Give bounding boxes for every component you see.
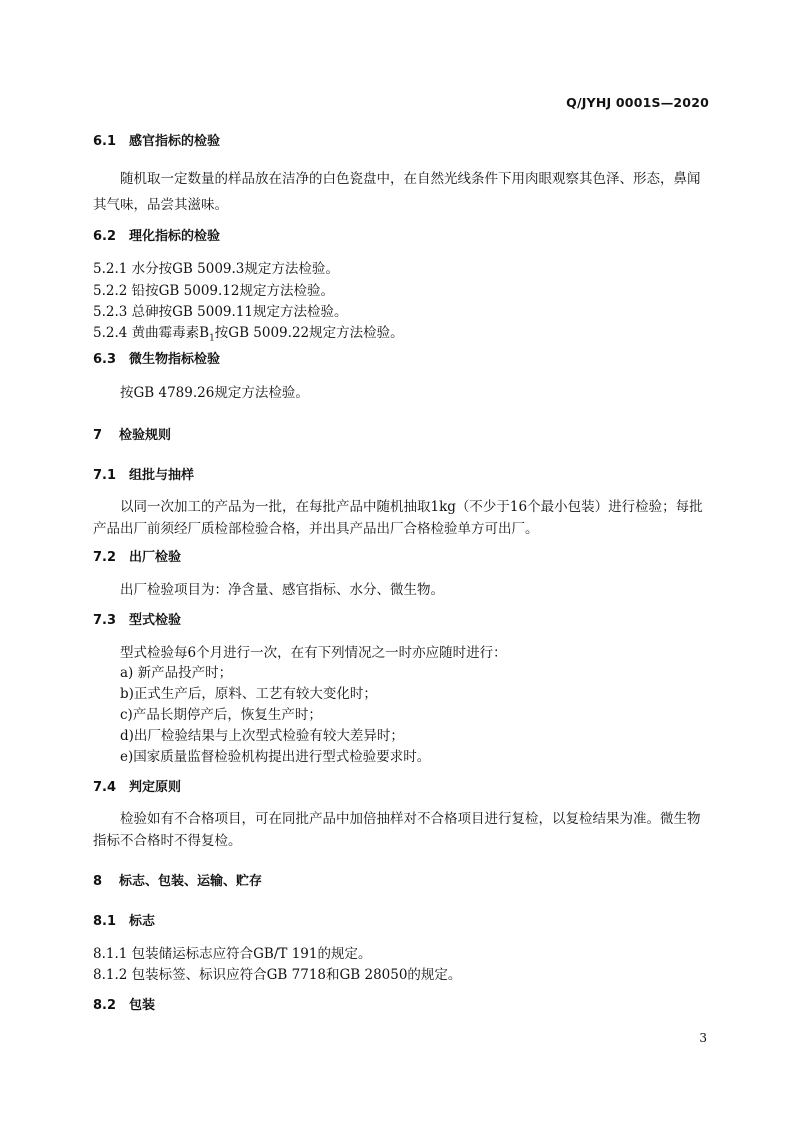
section-title: 判定原则	[129, 780, 182, 795]
paragraph-line: 随机取一定数量的样品放在洁净的白色瓷盘中，在自然光线条件下用肉眼观察其色泽、形态，鼻闻	[120, 171, 701, 187]
section-title: 标志	[129, 914, 156, 929]
list-item: c)产品长期停产后，恢复生产时；	[120, 707, 322, 723]
paragraph-line: 指标不合格时不得复检。	[93, 833, 242, 849]
section-number: 8.2	[93, 998, 117, 1013]
section-heading-7-4	[93, 776, 181, 795]
section-number: 7.3	[93, 613, 117, 628]
chapter-title: 标志、包装、运输、贮存	[119, 874, 263, 889]
list-item: b)正式生产后，原料、工艺有较大变化时；	[120, 686, 377, 702]
section-title: 组批与抽样	[129, 468, 195, 483]
list-item-text: 5.2.4 黄曲霉毒素B	[93, 325, 210, 341]
section-heading-7-2	[93, 546, 181, 565]
list-item: 5.2.2 铅按GB 5009.12规定方法检验。	[93, 283, 334, 299]
section-number: 7.2	[93, 550, 117, 565]
page-number: 3	[699, 1031, 707, 1045]
section-heading-8-1	[93, 910, 155, 929]
section-heading-7-1	[93, 464, 194, 483]
paragraph-line: 其气味，品尝其滋味。	[93, 197, 228, 213]
section-number: 7.4	[93, 780, 117, 795]
section-number: 6.3	[93, 352, 117, 367]
paragraph-line: 产品出厂前须经厂质检部检验合格，并出具产品出厂合格检验单方可出厂。	[93, 521, 539, 537]
standard-code-header: Q/JYHJ 0001S—2020	[566, 95, 709, 110]
paragraph-line: 检验如有不合格项目，可在同批产品中加倍抽样对不合格项目进行复检，以复检结果为准。微生物	[120, 811, 701, 827]
list-item-text: 按GB 5009.22规定方法检验。	[214, 325, 404, 341]
paragraph-line: 出厂检验项目为：净含量、感官指标、水分、微生物。	[120, 582, 444, 598]
section-title: 出厂检验	[129, 550, 182, 565]
list-item: 8.1.2 包装标签、标识应符合GB 7718和GB 28050的规定。	[93, 967, 462, 983]
chapter-title: 检验规则	[119, 428, 172, 443]
section-number: 6.1	[93, 134, 117, 149]
section-title: 型式检验	[129, 613, 182, 628]
section-title: 感官指标的检验	[129, 134, 221, 149]
section-number: 6.2	[93, 229, 117, 244]
chapter-heading-7	[93, 424, 171, 443]
section-number: 7.1	[93, 468, 117, 483]
paragraph-line: 按GB 4789.26规定方法检验。	[120, 385, 309, 401]
paragraph-line: 型式检验每6个月进行一次，在有下列情况之一时亦应随时进行：	[120, 645, 507, 661]
section-heading-6-1	[93, 130, 220, 149]
subscript: 1	[209, 333, 215, 344]
section-heading-7-3	[93, 609, 181, 628]
section-number: 8.1	[93, 914, 117, 929]
section-heading-6-3	[93, 348, 220, 367]
list-item	[93, 321, 404, 344]
list-item: 5.2.3 总砷按GB 5009.11规定方法检验。	[93, 304, 348, 320]
section-title: 理化指标的检验	[129, 229, 221, 244]
paragraph-line: 以同一次加工的产品为一批，在每批产品中随机抽取1kg（不少于16个最小包装）进行检验；每批	[120, 499, 703, 515]
section-title: 微生物指标检验	[129, 352, 221, 367]
chapter-number: 8	[93, 874, 103, 889]
list-item: 8.1.1 包装储运标志应符合GB/T 191的规定。	[93, 946, 372, 962]
chapter-heading-8	[93, 870, 262, 889]
section-heading-6-2	[93, 225, 220, 244]
list-item: a) 新产品投产时；	[120, 665, 233, 681]
chapter-number: 7	[93, 428, 103, 443]
list-item: 5.2.1 水分按GB 5009.3规定方法检验。	[93, 261, 339, 277]
section-heading-8-2	[93, 994, 155, 1013]
list-item: d)出厂检验结果与上次型式检验有较大差异时；	[120, 728, 404, 744]
section-title: 包装	[129, 998, 156, 1013]
list-item: e)国家质量监督检验机构提出进行型式检验要求时。	[120, 749, 431, 765]
